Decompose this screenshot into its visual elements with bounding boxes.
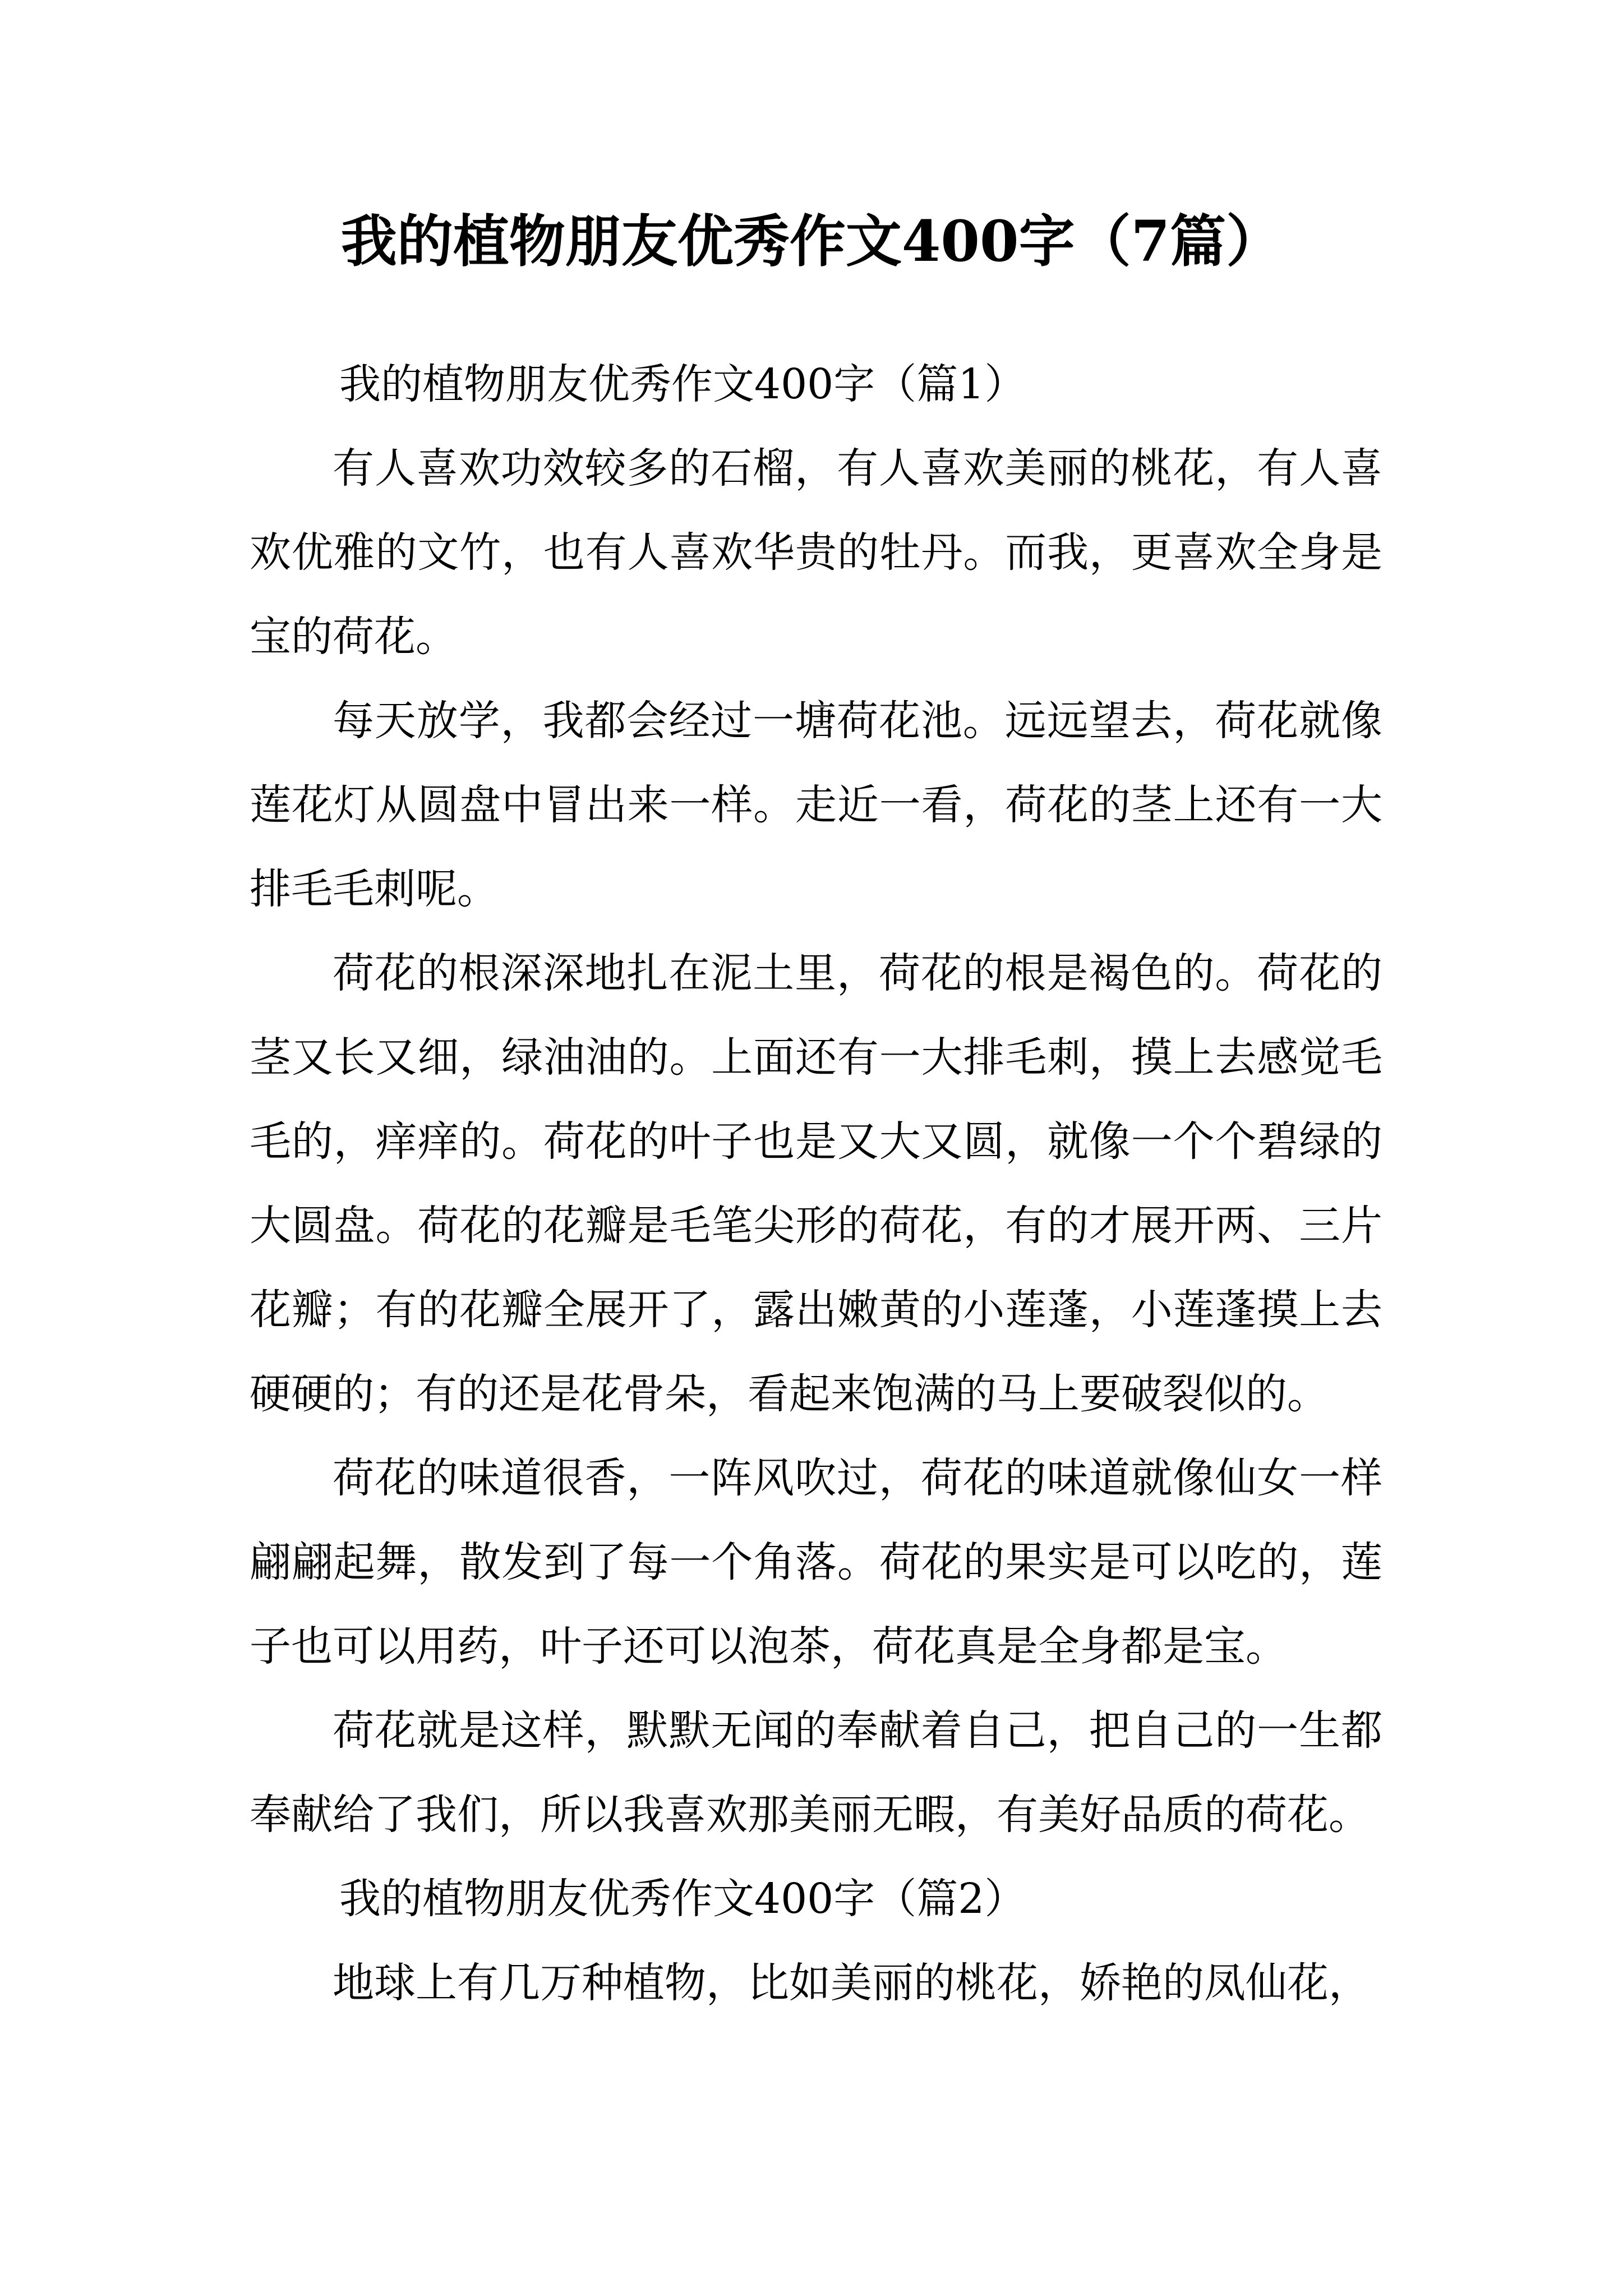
paragraph: 荷花的味道很香，一阵风吹过，荷花的味道就像仙女一样翩翩起舞，散发到了每一个角落。荷花的果实是可以吃的，莲子也可以用药，叶子还可以泡茶，荷花真是全身都是宝。 [250,1454,1382,1671]
paragraph: 荷花就是这样，默默无闻的奉献着自己，把自己的一生都奉献给了我们，所以我喜欢那美丽无暇，有美好品质的荷花。 [250,1706,1382,1839]
document-body [250,342,1382,2025]
paragraph: 地球上有几万种植物，比如美丽的桃花，娇艳的凤仙花， [333,1959,1370,2007]
paragraph: 荷花的根深深地扎在泥土里，荷花的根是褐色的。荷花的茎又长又细，绿油油的。上面还有一大排毛刺，摸上去感觉毛毛的，痒痒的。荷花的叶子也是又大又圆，就像一个个碧绿的大圆盘。荷花的花瓣是毛笔尖形的荷花，有的才展开两、三片花瓣；有的花瓣全展开了，露出嫩黄的小莲蓬，小莲蓬摸上去硬硬的；有的还是花骨朵，看起来饱满的马上要破裂似的。 [250,949,1382,1418]
document-title: 我的植物朋友优秀作文400字（7篇） [340,208,1283,274]
section-heading-2: 我的植物朋友优秀作文400字（篇2） [339,1875,1026,1923]
section-heading-1: 我的植物朋友优秀作文400字（篇1） [339,360,1026,408]
paragraph: 有人喜欢功效较多的石榴，有人喜欢美丽的桃花，有人喜欢优雅的文竹，也有人喜欢华贵的牡丹。而我，更喜欢全身是宝的荷花。 [250,444,1382,661]
paragraph: 每天放学，我都会经过一塘荷花池。远远望去，荷花就像莲花灯从圆盘中冒出来一样。走近一看，荷花的茎上还有一大排毛毛刺呢。 [250,697,1382,913]
